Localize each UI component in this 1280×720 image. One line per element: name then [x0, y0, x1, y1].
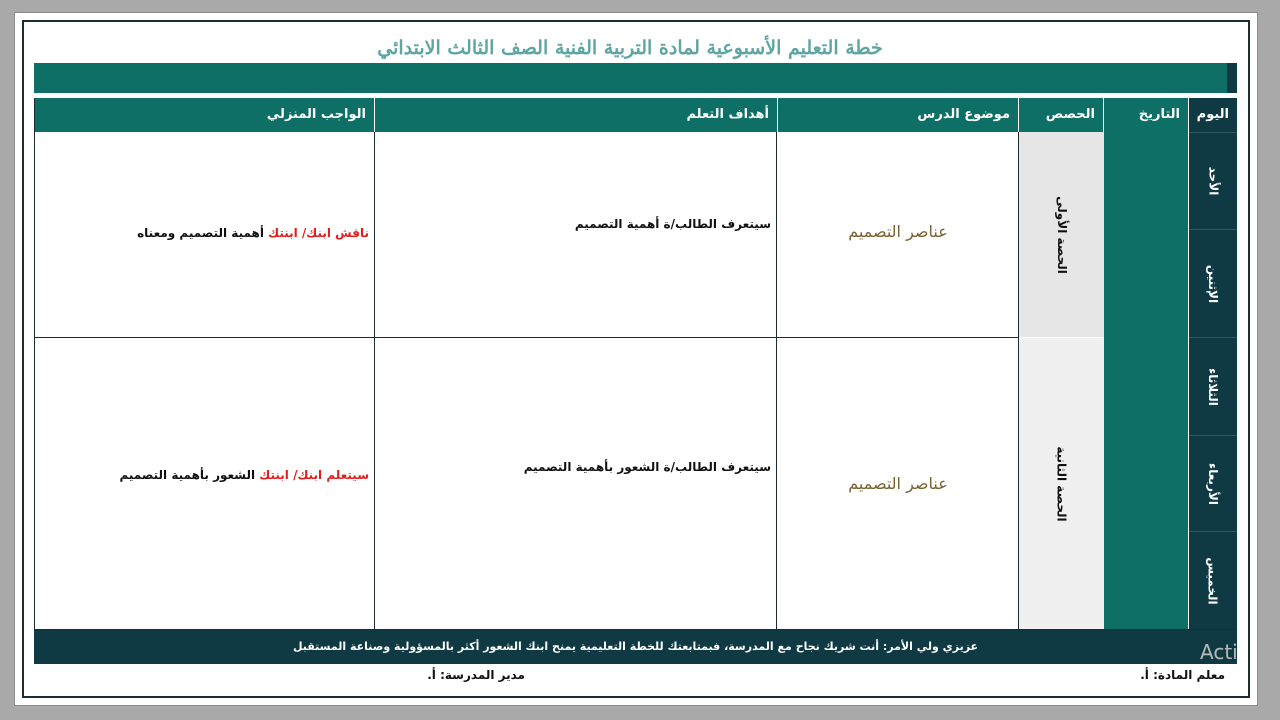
header-homework: الواجب المنزلي — [34, 98, 374, 132]
plan-table — [34, 98, 1237, 630]
date-column — [1104, 132, 1188, 630]
header-lesson-topic: موضوع الدرس — [778, 98, 1018, 132]
header-periods: الحصص — [1019, 98, 1103, 132]
homework-1 — [137, 226, 369, 240]
homework-1-text: أهمية التصميم ومعناه — [137, 226, 264, 240]
day-thursday: الخميس — [1189, 531, 1237, 630]
day-sunday: الأحد — [1189, 132, 1237, 229]
homework-2 — [119, 468, 369, 482]
top-band — [34, 63, 1237, 93]
lesson-topic-2: عناصر التصميم — [848, 474, 948, 493]
grid-line — [374, 132, 375, 630]
teacher-signature: معلم المادة: أ. — [1140, 668, 1225, 682]
day-tuesday: الثلاثاء — [1189, 337, 1237, 435]
day-monday: الإثنين — [1189, 229, 1237, 337]
activation-watermark: Acti — [1200, 640, 1238, 664]
grid-line — [34, 98, 35, 630]
period-cell-1: الحصة الأولى — [1019, 132, 1104, 337]
header-learning-goals: أهداف التعلم — [375, 98, 777, 132]
learning-goal-1: سيتعرف الطالب/ة أهمية التصميم — [574, 217, 771, 231]
lesson-topic-1: عناصر التصميم — [848, 222, 948, 241]
header-date: التاريخ — [1104, 98, 1188, 132]
day-column — [1189, 132, 1237, 630]
homework-2-highlight: سيتعلم ابنك/ ابنتك — [259, 468, 369, 482]
grid-line — [776, 132, 777, 630]
period-cell-2: الحصة الثانية — [1019, 338, 1104, 630]
homework-2-text: الشعور بأهمية التصميم — [119, 468, 256, 482]
plan-title: خطة التعليم الأسبوعية لمادة التربية الفنية الصف الثالث الابتدائي — [377, 37, 883, 59]
day-wednesday: الأربعاء — [1189, 435, 1237, 531]
grid-line — [1018, 132, 1019, 630]
parent-note: عزيزي ولي الأمر: أنت شريك نجاح مع المدرسة، فبمتابعتك للخطة التعليمية يمنح ابنك الشعور أكثر بالمسؤولية وصناعة المستقبل — [34, 630, 1237, 664]
header-day: اليوم — [1189, 98, 1237, 132]
principal-signature: مدير المدرسة: أ. — [427, 668, 525, 682]
grid-line — [34, 337, 1018, 338]
learning-goal-2: سيتعرف الطالب/ة الشعور بأهمية التصميم — [523, 460, 771, 474]
homework-1-highlight: ناقش ابنك/ ابنتك — [268, 226, 369, 240]
